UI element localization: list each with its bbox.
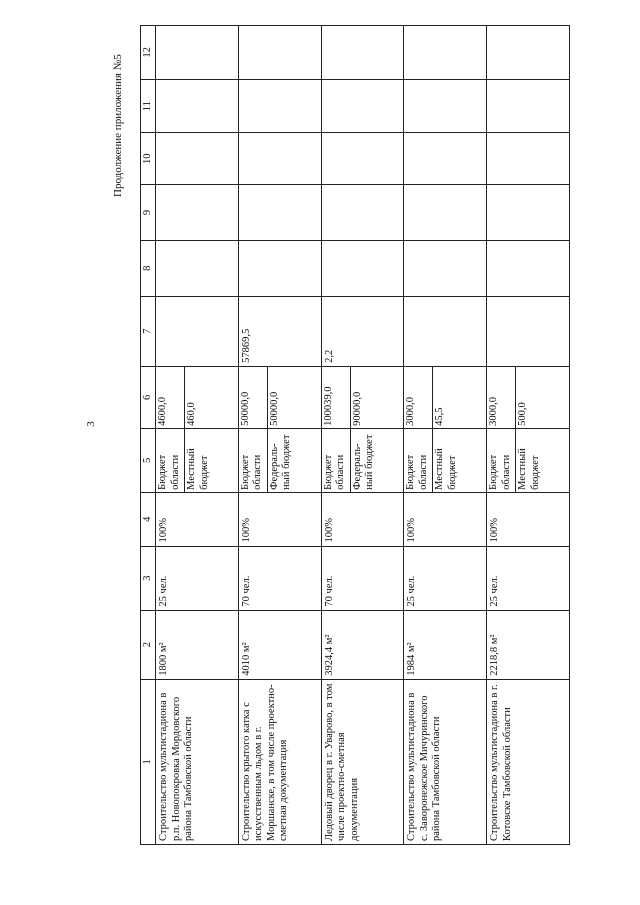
header-col-9: 9	[141, 185, 156, 241]
object-percent: 100%	[487, 492, 570, 546]
object-area: 1984 м²	[404, 610, 487, 679]
rotated-table-container	[140, 25, 570, 845]
funding-source: Бюджет области	[239, 454, 264, 490]
col7-value	[404, 296, 487, 366]
funding-source: Федераль-ный бюджет	[267, 429, 296, 492]
header-col-4: 4	[141, 492, 156, 546]
table-row	[321, 26, 404, 845]
object-capacity: 25 чел.	[156, 546, 239, 610]
funding-source: Бюджет области	[322, 454, 347, 490]
header-col-2: 2	[141, 610, 156, 679]
funding-amount: 90000,0	[350, 367, 379, 428]
object-percent: 100%	[238, 492, 321, 546]
col7-value	[156, 296, 239, 366]
table-row	[238, 26, 321, 845]
header-col-1: 1	[141, 679, 156, 844]
object-percent: 100%	[156, 492, 239, 546]
funding-sources	[238, 428, 321, 492]
object-name: Строительство мультистадиона в р.п. Новопокровка Мордовского района Тамбовской области	[156, 679, 239, 844]
header-col-8: 8	[141, 240, 156, 296]
funding-amount: 500,0	[515, 367, 544, 428]
object-capacity: 25 чел.	[487, 546, 570, 610]
table-header-row	[141, 26, 156, 845]
funding-sources	[487, 428, 570, 492]
program-table	[140, 25, 570, 845]
funding-amount: 3000,0	[405, 396, 417, 426]
funding-source: Местный бюджет	[184, 429, 213, 492]
object-area: 2218,8 м²	[487, 610, 570, 679]
col7-value: 2,2	[321, 296, 404, 366]
header-col-7: 7	[141, 296, 156, 366]
funding-amount: 460,0	[184, 367, 213, 428]
object-area: 3924,4 м²	[321, 610, 404, 679]
object-name: Ледовый дворец в г. Уварово, в том числе проектно-сметная документация	[321, 679, 404, 844]
funding-amounts	[156, 366, 239, 428]
header-col-11: 11	[141, 79, 156, 133]
funding-source: Местный бюджет	[432, 429, 461, 492]
funding-source: Бюджет области	[157, 454, 181, 490]
header-col-3: 3	[141, 546, 156, 610]
funding-source: Местный бюджет	[515, 429, 544, 492]
funding-sources	[404, 428, 487, 492]
page-number: 3	[84, 421, 97, 427]
funding-amounts	[487, 366, 570, 428]
header-col-5: 5	[141, 428, 156, 492]
funding-amount: 45,5	[432, 367, 461, 428]
funding-amounts	[321, 366, 404, 428]
col7-value: 57869,5	[238, 296, 321, 366]
funding-amounts	[404, 366, 487, 428]
object-percent: 100%	[404, 492, 487, 546]
funding-source: Федераль-ный бюджет	[350, 429, 379, 492]
col7-value	[487, 296, 570, 366]
object-capacity: 70 чел.	[321, 546, 404, 610]
header-col-10: 10	[141, 133, 156, 185]
object-area: 1800 м²	[156, 610, 239, 679]
funding-sources	[321, 428, 404, 492]
object-percent: 100%	[321, 492, 404, 546]
object-name: Строительство крытого катка с искусственным льдом в г. Моршанске, в том числе проектно-сметная документация	[238, 679, 321, 844]
object-name: Строительство мультистадиона в г. Котовске Тамбовской области	[487, 679, 570, 844]
funding-source: Бюджет области	[405, 454, 429, 490]
funding-amounts	[238, 366, 321, 428]
funding-amount: 3000,0	[488, 396, 500, 426]
object-capacity: 25 чел.	[404, 546, 487, 610]
table-row	[404, 26, 487, 845]
funding-sources	[156, 428, 239, 492]
funding-amount: 50000,0	[267, 367, 296, 428]
table-row	[156, 26, 239, 845]
object-capacity: 70 чел.	[238, 546, 321, 610]
funding-amount: 4600,0	[157, 396, 168, 426]
table-row	[487, 26, 570, 845]
funding-amount: 50000,0	[239, 391, 251, 426]
header-col-12: 12	[141, 26, 156, 80]
funding-amount: 100039,0	[322, 386, 334, 426]
appendix-caption-text: Продолжение приложения №5	[112, 54, 124, 197]
object-area: 4010 м²	[238, 610, 321, 679]
header-col-6: 6	[141, 366, 156, 428]
object-name: Строительство мультистадиона в с. Заворонежское Мичуринского района Тамбовской области	[404, 679, 487, 844]
funding-source: Бюджет области	[488, 454, 512, 490]
